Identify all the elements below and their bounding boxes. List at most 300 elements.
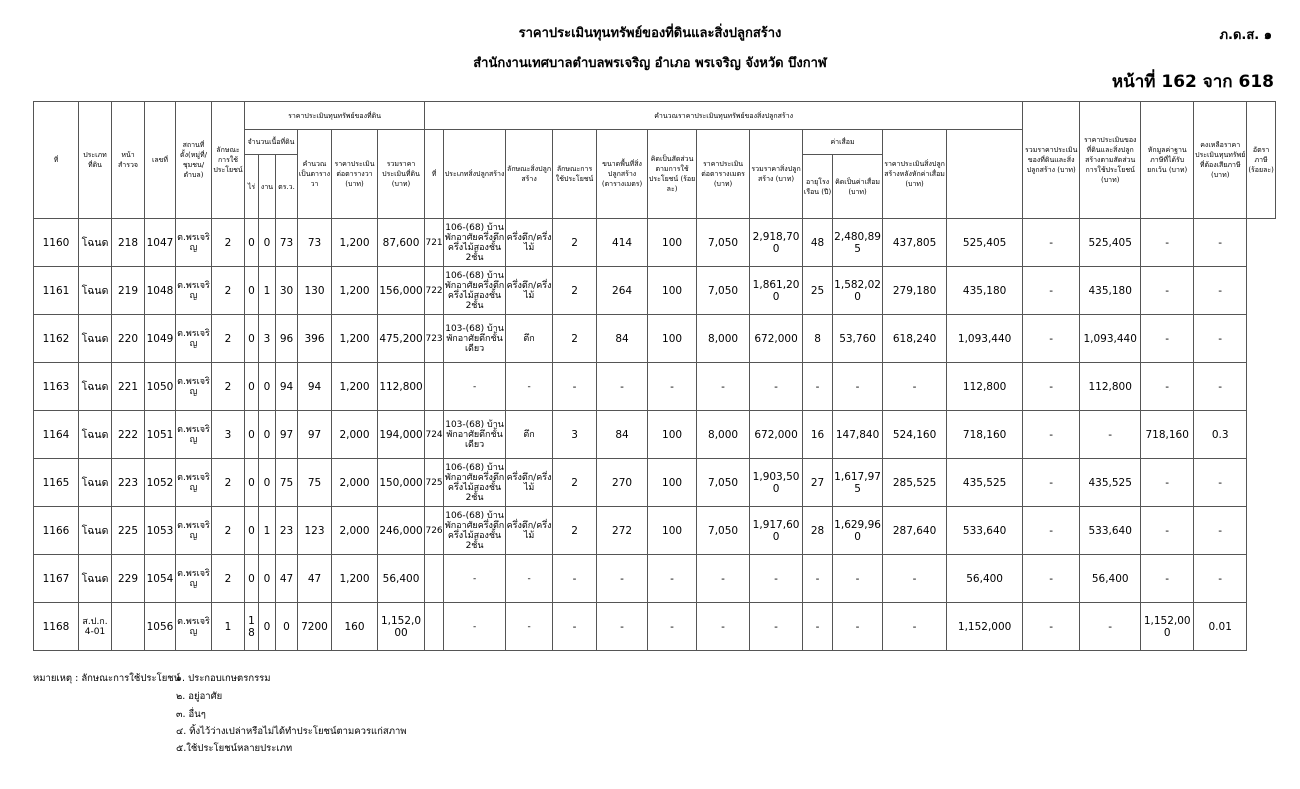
assessment-table xyxy=(33,101,1276,651)
cell-wa: 75 xyxy=(276,459,298,507)
cell-b-area: 414 xyxy=(597,219,648,267)
col-header-b-type: ประเภทสิ่งปลูกสร้าง xyxy=(444,130,506,219)
cell-b-no: 721 xyxy=(425,219,444,267)
document-title: ราคาประเมินทุนทรัพย์ของที่ดินและสิ่งปลูกสร้าง xyxy=(518,26,782,41)
cell-type: โฉนด xyxy=(79,507,112,555)
cell-total: 112,800 xyxy=(947,363,1023,411)
cell-b-total: 672,000 xyxy=(750,315,803,363)
cell-no: 1160 xyxy=(34,219,79,267)
cell-ratio-use: - xyxy=(1023,507,1080,555)
table-row xyxy=(34,411,1276,459)
cell-wa: 30 xyxy=(276,267,298,315)
cell-num: 1054 xyxy=(145,555,176,603)
table-row xyxy=(34,507,1276,555)
cell-wa: 96 xyxy=(276,315,298,363)
cell-sqwa: 73 xyxy=(298,219,332,267)
cell-deduct: 112,800 xyxy=(1080,363,1141,411)
cell-use: 2 xyxy=(212,315,245,363)
cell-total: 525,405 xyxy=(947,219,1023,267)
cell-wa: 0 xyxy=(276,603,298,651)
cell-land-total: 194,000 xyxy=(378,411,425,459)
note-item: ๔. ทิ้งไว้ว่างเปล่าหรือไม่ได้ทำประโยชน์ตามควรแก่สภาพ xyxy=(176,726,407,737)
col-header-ratio-use: ราคาประเมินของที่ดินและสิ่งปลูกสร้างตามสัดส่วนการใช้ประโยชน์ (บาท) xyxy=(1080,102,1141,219)
cell-b-char: ครึ่งตึก/ครึ่งไม้ xyxy=(506,267,553,315)
table-row xyxy=(34,459,1276,507)
cell-b-no: 725 xyxy=(425,459,444,507)
note-item: ๓. อื่นๆ xyxy=(176,709,206,720)
cell-ratio-use: - xyxy=(1023,555,1080,603)
cell-land-total: 475,200 xyxy=(378,315,425,363)
cell-b-type: 103-(68) บ้านพักอาศัยตึกชั้นเดียว xyxy=(444,315,506,363)
cell-depr: 1,629,960 xyxy=(833,507,883,555)
cell-total: 435,525 xyxy=(947,459,1023,507)
cell-age: - xyxy=(803,603,833,651)
cell-b-no xyxy=(425,603,444,651)
cell-rai: 0 xyxy=(245,459,259,507)
cell-b-use: 2 xyxy=(553,459,597,507)
cell-type: โฉนด xyxy=(79,267,112,315)
cell-b-char: ครึ่งตึก/ครึ่งไม้ xyxy=(506,219,553,267)
cell-deduct: - xyxy=(1080,411,1141,459)
cell-age: - xyxy=(803,363,833,411)
cell-num: 1049 xyxy=(145,315,176,363)
cell-b-ratio: 100 xyxy=(648,459,697,507)
col-header-wa: ตร.ว. xyxy=(276,155,298,219)
cell-depr: - xyxy=(833,555,883,603)
cell-total: 435,180 xyxy=(947,267,1023,315)
document-subtitle: สำนักงานเทศบาลตำบลพรเจริญ อำเภอ พรเจริญ จังหวัด บึงกาฬ xyxy=(473,56,827,71)
col-header-total: รวมราคาประเมินของที่ดินและสิ่งปลูกสร้าง (บาท) xyxy=(1023,102,1080,219)
cell-survey: 225 xyxy=(112,507,145,555)
cell-b-price: 8,000 xyxy=(697,315,750,363)
col-header-b-no: ที่ xyxy=(425,130,444,219)
cell-rai: 0 xyxy=(245,363,259,411)
cell-b-total: - xyxy=(750,603,803,651)
cell-price: 2,000 xyxy=(332,411,378,459)
cell-depr: 1,582,020 xyxy=(833,267,883,315)
cell-rate: 0.3 xyxy=(1194,411,1247,459)
cell-no: 1164 xyxy=(34,411,79,459)
cell-b-total: - xyxy=(750,363,803,411)
cell-b-ratio: 100 xyxy=(648,315,697,363)
cell-depr: 53,760 xyxy=(833,315,883,363)
cell-age: 28 xyxy=(803,507,833,555)
cell-type: โฉนด xyxy=(79,555,112,603)
cell-num: 1056 xyxy=(145,603,176,651)
cell-deduct: 435,525 xyxy=(1080,459,1141,507)
cell-survey: 229 xyxy=(112,555,145,603)
col-header-rai: ไร่ xyxy=(245,155,259,219)
cell-sqwa: 396 xyxy=(298,315,332,363)
cell-loc: ต.พรเจริญ xyxy=(176,459,212,507)
cell-price: 1,200 xyxy=(332,315,378,363)
cell-deduct: 56,400 xyxy=(1080,555,1141,603)
cell-sqwa: 97 xyxy=(298,411,332,459)
cell-b-net: - xyxy=(883,603,947,651)
cell-deduct: 1,093,440 xyxy=(1080,315,1141,363)
cell-b-type: 106-(68) บ้านพักอาศัยครึ่งตึกครึ่งไม้สองชั้น 2ชั้น xyxy=(444,507,506,555)
cell-price: 2,000 xyxy=(332,459,378,507)
cell-price: 1,200 xyxy=(332,363,378,411)
cell-b-char: - xyxy=(506,363,553,411)
cell-ratio-use: - xyxy=(1023,315,1080,363)
cell-b-type: 106-(68) บ้านพักอาศัยครึ่งตึกครึ่งไม้สองชั้น 2ชั้น xyxy=(444,219,506,267)
cell-ratio-use: - xyxy=(1023,603,1080,651)
cell-loc: ต.พรเจริญ xyxy=(176,267,212,315)
cell-b-price: - xyxy=(697,603,750,651)
cell-b-area: - xyxy=(597,603,648,651)
cell-no: 1165 xyxy=(34,459,79,507)
cell-b-total: 1,861,200 xyxy=(750,267,803,315)
cell-type: โฉนด xyxy=(79,315,112,363)
cell-remain: 1,152,000 xyxy=(1141,603,1194,651)
cell-ngan: 3 xyxy=(259,315,276,363)
col-header-land-type: ประเภทที่ดิน xyxy=(79,102,112,219)
table-row xyxy=(34,267,1276,315)
col-header-b-price: ราคาประเมินต่อตารางเมตร (บาท) xyxy=(697,130,750,219)
cell-deduct: 533,640 xyxy=(1080,507,1141,555)
cell-price: 2,000 xyxy=(332,507,378,555)
cell-type: โฉนด xyxy=(79,411,112,459)
cell-b-net: 285,525 xyxy=(883,459,947,507)
cell-b-char: ตึก xyxy=(506,411,553,459)
cell-num: 1047 xyxy=(145,219,176,267)
cell-b-type: - xyxy=(444,603,506,651)
cell-total: 1,152,000 xyxy=(947,603,1023,651)
cell-sqwa: 47 xyxy=(298,555,332,603)
col-header-depr: คิดเป็นค่าเสื่อม (บาท) xyxy=(833,155,883,219)
col-header-ngan: งาน xyxy=(259,155,276,219)
col-header-number: เลขที่ xyxy=(145,102,176,219)
cell-age: 48 xyxy=(803,219,833,267)
col-header-b-total: รวมราคาสิ่งปลูกสร้าง (บาท) xyxy=(750,130,803,219)
cell-ngan: 0 xyxy=(259,459,276,507)
cell-ngan: 0 xyxy=(259,555,276,603)
cell-b-use: 3 xyxy=(553,411,597,459)
cell-ngan: 0 xyxy=(259,411,276,459)
cell-sqwa: 123 xyxy=(298,507,332,555)
cell-b-ratio: - xyxy=(648,555,697,603)
cell-remain: - xyxy=(1141,459,1194,507)
cell-rai: 0 xyxy=(245,507,259,555)
cell-b-type: 106-(68) บ้านพักอาศัยครึ่งตึกครึ่งไม้สองชั้น 2ชั้น xyxy=(444,459,506,507)
col-header-location: สถานที่ตั้ง(หมู่ที่/ชุมชน/ตำบล) xyxy=(176,102,212,219)
cell-total: 1,093,440 xyxy=(947,315,1023,363)
cell-b-price: 7,050 xyxy=(697,459,750,507)
form-code: ภ.ด.ส. ๑ xyxy=(1219,28,1272,43)
cell-b-price: 7,050 xyxy=(697,219,750,267)
cell-remain: - xyxy=(1141,267,1194,315)
group-header-land: ราคาประเมินทุนทรัพย์ของที่ดิน xyxy=(245,102,425,130)
cell-ngan: 0 xyxy=(259,603,276,651)
cell-rate: - xyxy=(1194,267,1247,315)
note-item: ๑. ประกอบเกษตรกรรม xyxy=(176,673,271,684)
cell-b-net: - xyxy=(883,363,947,411)
cell-ratio-use: - xyxy=(1023,363,1080,411)
cell-b-net: 618,240 xyxy=(883,315,947,363)
cell-rai: 0 xyxy=(245,267,259,315)
cell-loc: ต.พรเจริญ xyxy=(176,555,212,603)
cell-use: 3 xyxy=(212,411,245,459)
cell-land-total: 1,152,000 xyxy=(378,603,425,651)
cell-num: 1048 xyxy=(145,267,176,315)
cell-sqwa: 75 xyxy=(298,459,332,507)
cell-ratio-use: - xyxy=(1023,459,1080,507)
cell-remain: - xyxy=(1141,315,1194,363)
cell-wa: 73 xyxy=(276,219,298,267)
cell-ngan: 0 xyxy=(259,219,276,267)
cell-depr: 1,617,975 xyxy=(833,459,883,507)
cell-rate: 0.01 xyxy=(1194,603,1247,651)
cell-wa: 47 xyxy=(276,555,298,603)
cell-use: 2 xyxy=(212,555,245,603)
cell-age: 16 xyxy=(803,411,833,459)
cell-use: 1 xyxy=(212,603,245,651)
cell-rate: - xyxy=(1194,363,1247,411)
cell-b-area: 264 xyxy=(597,267,648,315)
cell-use: 2 xyxy=(212,459,245,507)
cell-deduct: 525,405 xyxy=(1080,219,1141,267)
cell-no: 1162 xyxy=(34,315,79,363)
group-header-building: คำนวณราคาประเมินทุนทรัพย์ของสิ่งปลูกสร้าง xyxy=(425,102,1023,130)
cell-age: 27 xyxy=(803,459,833,507)
col-header-sqwa: คำนวณเป็นตารางวา xyxy=(298,130,332,219)
cell-total: 718,160 xyxy=(947,411,1023,459)
cell-no: 1167 xyxy=(34,555,79,603)
cell-b-price: - xyxy=(697,363,750,411)
cell-price: 160 xyxy=(332,603,378,651)
cell-b-no: 726 xyxy=(425,507,444,555)
cell-b-net: 287,640 xyxy=(883,507,947,555)
cell-total: 56,400 xyxy=(947,555,1023,603)
cell-remain: 718,160 xyxy=(1141,411,1194,459)
cell-b-net: 524,160 xyxy=(883,411,947,459)
col-header-use: ลักษณะการใช้ประโยชน์ xyxy=(212,102,245,219)
cell-price: 1,200 xyxy=(332,267,378,315)
cell-b-char: ครึ่งตึก/ครึ่งไม้ xyxy=(506,459,553,507)
cell-use: 2 xyxy=(212,267,245,315)
table-row xyxy=(34,555,1276,603)
notes-label: หมายเหตุ : ลักษณะการใช้ประโยชน์ xyxy=(33,673,181,684)
cell-b-ratio: - xyxy=(648,603,697,651)
cell-b-use: 2 xyxy=(553,507,597,555)
cell-ratio-use: - xyxy=(1023,267,1080,315)
cell-b-char: ครึ่งตึก/ครึ่งไม้ xyxy=(506,507,553,555)
cell-b-area: 84 xyxy=(597,315,648,363)
col-header-b-net: ราคาประเมินสิ่งปลูกสร้างหลังหักค่าเสื่อม (บาท) xyxy=(883,130,947,219)
cell-no: 1166 xyxy=(34,507,79,555)
cell-remain: - xyxy=(1141,507,1194,555)
cell-num: 1052 xyxy=(145,459,176,507)
cell-loc: ต.พรเจริญ xyxy=(176,363,212,411)
cell-wa: 23 xyxy=(276,507,298,555)
page-number: หน้าที่ 162 จาก 618 xyxy=(1111,72,1274,92)
cell-price: 1,200 xyxy=(332,555,378,603)
cell-type: ส.ป.ก. 4-01 xyxy=(79,603,112,651)
cell-no: 1163 xyxy=(34,363,79,411)
cell-b-area: 272 xyxy=(597,507,648,555)
cell-ngan: 0 xyxy=(259,363,276,411)
cell-b-type: 103-(68) บ้านพักอาศัยตึกชั้นเดียว xyxy=(444,411,506,459)
cell-b-ratio: 100 xyxy=(648,219,697,267)
cell-depr: 147,840 xyxy=(833,411,883,459)
col-header-remain: คงเหลือราคาประเมินทุนทรัพย์ที่ต้องเสียภาษี (บาท) xyxy=(1194,102,1247,219)
cell-b-type: - xyxy=(444,363,506,411)
cell-type: โฉนด xyxy=(79,219,112,267)
cell-b-ratio: 100 xyxy=(648,267,697,315)
cell-survey: 220 xyxy=(112,315,145,363)
cell-b-price: 7,050 xyxy=(697,267,750,315)
cell-ngan: 1 xyxy=(259,267,276,315)
cell-land-total: 156,000 xyxy=(378,267,425,315)
col-header-land-total: รวมราคาประเมินที่ดิน (บาท) xyxy=(378,130,425,219)
cell-b-total: 1,903,500 xyxy=(750,459,803,507)
col-header-b-ratio: คิดเป็นสัดส่วนตามการใช้ประโยชน์ (ร้อยละ) xyxy=(648,130,697,219)
cell-b-type: - xyxy=(444,555,506,603)
cell-b-total: 1,917,600 xyxy=(750,507,803,555)
cell-depr: - xyxy=(833,603,883,651)
cell-sqwa: 130 xyxy=(298,267,332,315)
cell-rai: 18 xyxy=(245,603,259,651)
table-body xyxy=(34,219,1276,651)
note-item: ๕.ใช้ประโยชน์หลายประเภท xyxy=(176,743,293,754)
cell-total: 533,640 xyxy=(947,507,1023,555)
cell-depr: 2,480,895 xyxy=(833,219,883,267)
cell-sqwa: 94 xyxy=(298,363,332,411)
cell-loc: ต.พรเจริญ xyxy=(176,315,212,363)
cell-b-total: 672,000 xyxy=(750,411,803,459)
cell-use: 2 xyxy=(212,507,245,555)
cell-age: - xyxy=(803,555,833,603)
cell-use: 2 xyxy=(212,219,245,267)
cell-survey xyxy=(112,603,145,651)
cell-land-total: 112,800 xyxy=(378,363,425,411)
cell-b-area: 84 xyxy=(597,411,648,459)
cell-b-total: 2,918,700 xyxy=(750,219,803,267)
cell-b-no xyxy=(425,363,444,411)
cell-age: 25 xyxy=(803,267,833,315)
cell-remain: - xyxy=(1141,555,1194,603)
cell-b-use: - xyxy=(553,603,597,651)
cell-num: 1050 xyxy=(145,363,176,411)
table-row xyxy=(34,603,1276,651)
cell-num: 1053 xyxy=(145,507,176,555)
cell-no: 1161 xyxy=(34,267,79,315)
cell-depr: - xyxy=(833,363,883,411)
table-row xyxy=(34,363,1276,411)
cell-deduct: 435,180 xyxy=(1080,267,1141,315)
col-header-b-area: ขนาดพื้นที่สิ่งปลูกสร้าง (ตารางเมตร) xyxy=(597,130,648,219)
cell-land-total: 87,600 xyxy=(378,219,425,267)
cell-type: โฉนด xyxy=(79,363,112,411)
col-header-age: อายุโรงเรือน (ปี) xyxy=(803,155,833,219)
cell-loc: ต.พรเจริญ xyxy=(176,603,212,651)
cell-rai: 0 xyxy=(245,315,259,363)
cell-b-ratio: 100 xyxy=(648,507,697,555)
cell-rate: - xyxy=(1194,219,1247,267)
cell-b-no xyxy=(425,555,444,603)
cell-rai: 0 xyxy=(245,219,259,267)
cell-b-price: - xyxy=(697,555,750,603)
cell-wa: 94 xyxy=(276,363,298,411)
cell-b-no: 722 xyxy=(425,267,444,315)
cell-b-total: - xyxy=(750,555,803,603)
cell-wa: 97 xyxy=(276,411,298,459)
cell-b-use: 2 xyxy=(553,219,597,267)
cell-b-price: 7,050 xyxy=(697,507,750,555)
cell-rai: 0 xyxy=(245,411,259,459)
cell-sqwa: 7200 xyxy=(298,603,332,651)
cell-loc: ต.พรเจริญ xyxy=(176,411,212,459)
cell-use: 2 xyxy=(212,363,245,411)
col-header-survey: หน้าสำรวจ xyxy=(112,102,145,219)
cell-num: 1051 xyxy=(145,411,176,459)
cell-land-total: 246,000 xyxy=(378,507,425,555)
cell-ngan: 1 xyxy=(259,507,276,555)
note-item: ๒. อยู่อาศัย xyxy=(176,691,223,702)
cell-rai: 0 xyxy=(245,555,259,603)
cell-b-net: - xyxy=(883,555,947,603)
cell-rate: - xyxy=(1194,459,1247,507)
cell-type: โฉนด xyxy=(79,459,112,507)
col-header-b-use: ลักษณะการใช้ประโยชน์ xyxy=(553,130,597,219)
cell-land-total: 150,000 xyxy=(378,459,425,507)
table-row xyxy=(34,315,1276,363)
cell-survey: 222 xyxy=(112,411,145,459)
cell-b-no: 724 xyxy=(425,411,444,459)
cell-rate: - xyxy=(1194,507,1247,555)
cell-survey: 223 xyxy=(112,459,145,507)
cell-no: 1168 xyxy=(34,603,79,651)
cell-age: 8 xyxy=(803,315,833,363)
col-header-price-wa: ราคาประเมินต่อตารางวา (บาท) xyxy=(332,130,378,219)
cell-b-use: - xyxy=(553,363,597,411)
cell-b-use: 2 xyxy=(553,315,597,363)
cell-b-net: 279,180 xyxy=(883,267,947,315)
cell-b-char: ตึก xyxy=(506,315,553,363)
group-header-depreciation: ค่าเสื่อม xyxy=(803,130,883,155)
cell-loc: ต.พรเจริญ xyxy=(176,219,212,267)
cell-rate: - xyxy=(1194,315,1247,363)
cell-survey: 218 xyxy=(112,219,145,267)
cell-b-type: 106-(68) บ้านพักอาศัยครึ่งตึกครึ่งไม้สองชั้น 2ชั้น xyxy=(444,267,506,315)
table-row xyxy=(34,219,1276,267)
cell-b-char: - xyxy=(506,555,553,603)
col-header-rate: อัตราภาษี (ร้อยละ) xyxy=(1247,102,1276,219)
cell-b-price: 8,000 xyxy=(697,411,750,459)
cell-remain: - xyxy=(1141,219,1194,267)
cell-b-char: - xyxy=(506,603,553,651)
col-header-deduct: หักมูลค่าฐานภาษีที่ได้รับยกเว้น (บาท) xyxy=(1141,102,1194,219)
cell-b-area: 270 xyxy=(597,459,648,507)
cell-b-use: - xyxy=(553,555,597,603)
col-header-no: ที่ xyxy=(34,102,79,219)
cell-b-net: 437,805 xyxy=(883,219,947,267)
cell-b-area: - xyxy=(597,555,648,603)
cell-land-total: 56,400 xyxy=(378,555,425,603)
cell-ratio-use: - xyxy=(1023,219,1080,267)
cell-b-ratio: - xyxy=(648,363,697,411)
cell-b-area: - xyxy=(597,363,648,411)
col-header-b-char: ลักษณะสิ่งปลูกสร้าง xyxy=(506,130,553,219)
cell-loc: ต.พรเจริญ xyxy=(176,507,212,555)
cell-b-ratio: 100 xyxy=(648,411,697,459)
group-header-area: จำนวนเนื้อที่ดิน xyxy=(245,130,298,155)
cell-b-no: 723 xyxy=(425,315,444,363)
cell-remain: - xyxy=(1141,363,1194,411)
cell-survey: 221 xyxy=(112,363,145,411)
cell-rate: - xyxy=(1194,555,1247,603)
